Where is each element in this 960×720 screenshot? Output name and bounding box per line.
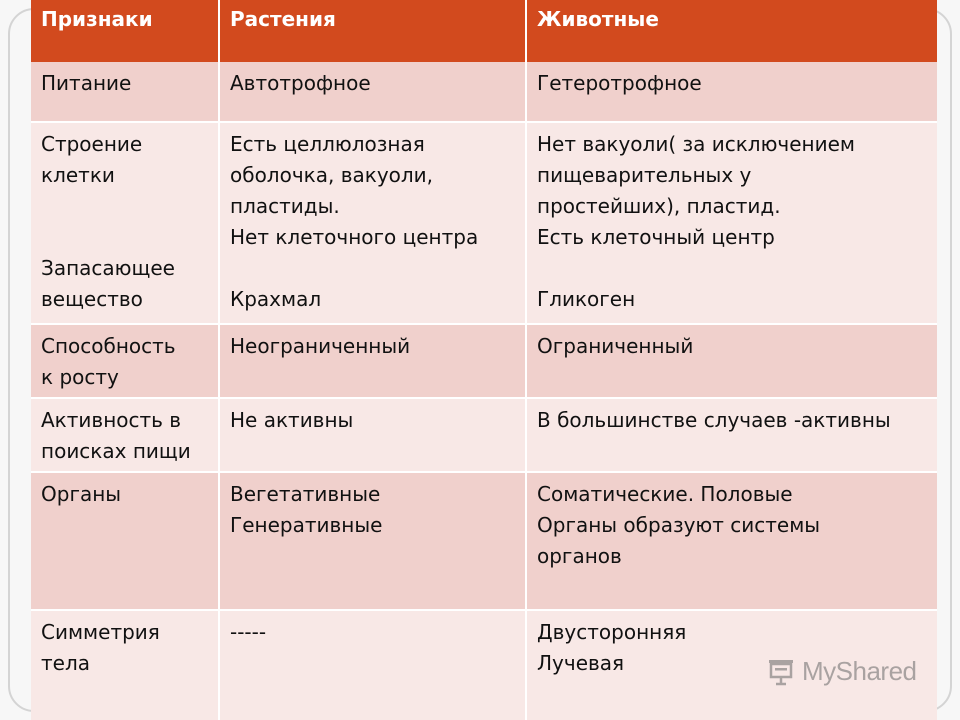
cell-feature	[31, 122, 219, 324]
cell-text: Гетеротрофное	[537, 71, 702, 95]
cell-feature	[31, 324, 219, 398]
header-plants: Растения	[219, 0, 526, 62]
table-row	[31, 472, 937, 610]
cell-text: Нет вакуоли( за исключением пищеварительных у простейших), пластид. Есть клеточный центр Гликоген	[537, 132, 856, 311]
cell-plants	[219, 62, 526, 122]
cell-text: Автотрофное	[230, 71, 371, 95]
header-animals: Животные	[526, 0, 937, 62]
watermark-text: MyShared	[802, 656, 917, 686]
cell-feature	[31, 398, 219, 472]
presentation-board-icon	[766, 657, 796, 687]
cell-animals	[526, 62, 937, 122]
cell-feature	[31, 472, 219, 610]
cell-text: Неограниченный	[230, 334, 411, 358]
cell-text: Симметрия тела	[41, 620, 160, 675]
cell-text: Способность к росту	[41, 334, 176, 389]
cell-text: Есть целлюлозная оболочка, вакуоли, пластиды. Нет клеточного центра Крахмал	[230, 132, 479, 311]
cell-text: Двусторонняя Лучевая	[537, 620, 687, 675]
table-row	[31, 324, 937, 398]
table-row	[31, 122, 937, 324]
cell-text: Соматические. Половые Органы образуют системы органов	[537, 482, 821, 568]
cell-animals	[526, 324, 937, 398]
cell-animals	[526, 472, 937, 610]
cell-feature	[31, 62, 219, 122]
cell-text: -----	[230, 620, 267, 644]
cell-text: Вегетативные Генеративные	[230, 482, 383, 537]
table-row	[31, 398, 937, 472]
cell-animals	[526, 398, 937, 472]
table-row	[31, 62, 937, 122]
cell-text: В большинстве случаев -активны	[537, 408, 891, 432]
cell-text: Ограниченный	[537, 334, 694, 358]
cell-animals	[526, 122, 937, 324]
cell-plants	[219, 610, 526, 720]
comparison-table	[31, 0, 937, 720]
table-header-row	[31, 0, 937, 62]
cell-text: Строение клетки Запасающее вещество	[41, 132, 175, 311]
cell-text: Органы	[41, 482, 122, 506]
cell-text: Не активны	[230, 408, 354, 432]
cell-plants	[219, 324, 526, 398]
cell-plants	[219, 472, 526, 610]
cell-plants	[219, 122, 526, 324]
cell-text: Питание	[41, 71, 132, 95]
cell-feature	[31, 610, 219, 720]
cell-plants	[219, 398, 526, 472]
myshared-watermark	[766, 656, 917, 687]
cell-text: Активность в поисках пищи	[41, 408, 191, 463]
header-features: Признаки	[31, 0, 219, 62]
